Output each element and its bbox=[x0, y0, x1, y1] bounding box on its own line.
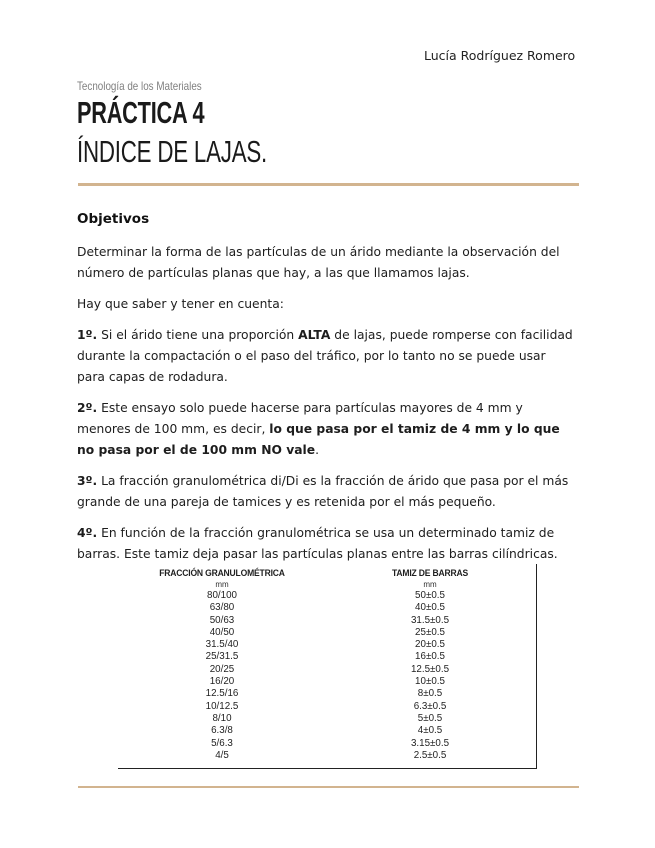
point-2-bold: lo que pasa por el tamiz de 4 mm y lo que no pasa por el de 100 mm NO vale bbox=[77, 422, 560, 457]
intro-paragraph: Determinar la forma de las partículas de un árido mediante la observación del número de partículas planas que hay, a las que llamamos lajas. bbox=[77, 245, 560, 280]
fraction-cell: 4/5 bbox=[215, 749, 229, 761]
note-paragraph: Hay que saber y tener en cuenta: bbox=[77, 297, 284, 311]
fraction-cell: 16/20 bbox=[209, 676, 235, 688]
fraction-column bbox=[118, 567, 326, 762]
point-2-text-b: . bbox=[315, 443, 320, 457]
point-2-paragraph bbox=[77, 398, 577, 461]
bar-sieve-cell: 2.5±0.5 bbox=[413, 749, 447, 761]
point-1-text-a: Si el árido tiene una proporción bbox=[97, 328, 299, 342]
fraction-cell: 50/63 bbox=[209, 614, 235, 626]
point-2-text-a: Este ensayo solo puede hacerse para partículas mayores de 4 mm y menores de 100 mm, es decir, bbox=[77, 401, 523, 436]
document-title: PRÁCTICA 4 bbox=[77, 95, 205, 130]
bar-sieve-cell: 31.5±0.5 bbox=[410, 614, 450, 626]
point-3-number: 3º. bbox=[77, 474, 98, 488]
fraction-cell: 20/25 bbox=[209, 663, 235, 675]
top-divider bbox=[78, 183, 579, 186]
bar-sieve-cell: 40±0.5 bbox=[415, 602, 445, 614]
table-bottom-border bbox=[118, 768, 537, 769]
bars-header: TAMIZ DE BARRAS bbox=[392, 568, 468, 579]
bar-sieve-cell: 20±0.5 bbox=[415, 639, 445, 651]
bars-column bbox=[360, 567, 500, 762]
point-3-text: La fracción granulométrica di/Di es la fracción de árido que pasa por el más grande de una pareja de tamices y es retenida por el más pequeño. bbox=[77, 474, 569, 509]
document-subtitle: ÍNDICE DE LAJAS. bbox=[77, 134, 268, 169]
fraction-header: FRACCIÓN GRANULOMÉTRICA bbox=[159, 568, 285, 579]
bottom-divider bbox=[78, 786, 579, 788]
fraction-cell: 10/12.5 bbox=[205, 700, 239, 712]
bar-sieve-cell: 6.3±0.5 bbox=[413, 700, 447, 712]
subject-label: Tecnología de los Materiales bbox=[77, 79, 202, 93]
point-2-number: 2º. bbox=[77, 401, 98, 415]
fraction-cell: 12.5/16 bbox=[205, 688, 239, 700]
bar-sieve-cell: 3.15±0.5 bbox=[410, 737, 450, 749]
bar-sieve-cell: 50±0.5 bbox=[415, 590, 445, 601]
point-1-number: 1º. bbox=[77, 328, 98, 342]
fraction-unit: mm bbox=[215, 580, 229, 589]
bar-sieve-cell: 5±0.5 bbox=[417, 712, 443, 724]
point-1-paragraph bbox=[77, 325, 577, 388]
bar-sieve-cell: 10±0.5 bbox=[415, 676, 445, 688]
table-right-border bbox=[536, 564, 537, 769]
bars-unit: mm bbox=[423, 580, 437, 589]
fraction-cell: 40/50 bbox=[209, 626, 235, 638]
bar-sieve-cell: 25±0.5 bbox=[415, 626, 445, 638]
fraction-cell: 31.5/40 bbox=[205, 639, 239, 651]
author-name: Lucía Rodríguez Romero bbox=[424, 48, 576, 63]
bar-sieve-cell: 4±0.5 bbox=[417, 725, 443, 737]
point-3-paragraph bbox=[77, 471, 577, 513]
fraction-cell: 25/31.5 bbox=[205, 651, 239, 663]
point-4-number: 4º. bbox=[77, 526, 98, 540]
point-4-paragraph bbox=[77, 523, 577, 565]
point-1-text-b: de lajas, puede romperse con facilidad durante la compactación o el paso del tráfico, por lo tanto no se puede usar para capas de rodadura. bbox=[77, 328, 573, 384]
bar-sieve-cell: 16±0.5 bbox=[415, 651, 445, 663]
fraction-cell: 5/6.3 bbox=[211, 737, 233, 749]
document-body bbox=[77, 209, 577, 575]
fraction-cell: 8/10 bbox=[212, 712, 232, 724]
sieve-table bbox=[118, 564, 537, 769]
fraction-cell: 63/80 bbox=[209, 602, 235, 614]
section-heading: Objetivos bbox=[77, 211, 150, 227]
point-1-bold: ALTA bbox=[298, 328, 331, 342]
fraction-cell: 6.3/8 bbox=[211, 725, 233, 737]
point-4-text: En función de la fracción granulométrica se usa un determinado tamiz de barras. Este tamiz deja pasar las partículas planas entre las barras cilíndricas. bbox=[77, 526, 558, 561]
fraction-cell: 80/100 bbox=[207, 590, 237, 601]
bar-sieve-cell: 12.5±0.5 bbox=[410, 663, 450, 675]
bar-sieve-cell: 8±0.5 bbox=[417, 688, 443, 700]
